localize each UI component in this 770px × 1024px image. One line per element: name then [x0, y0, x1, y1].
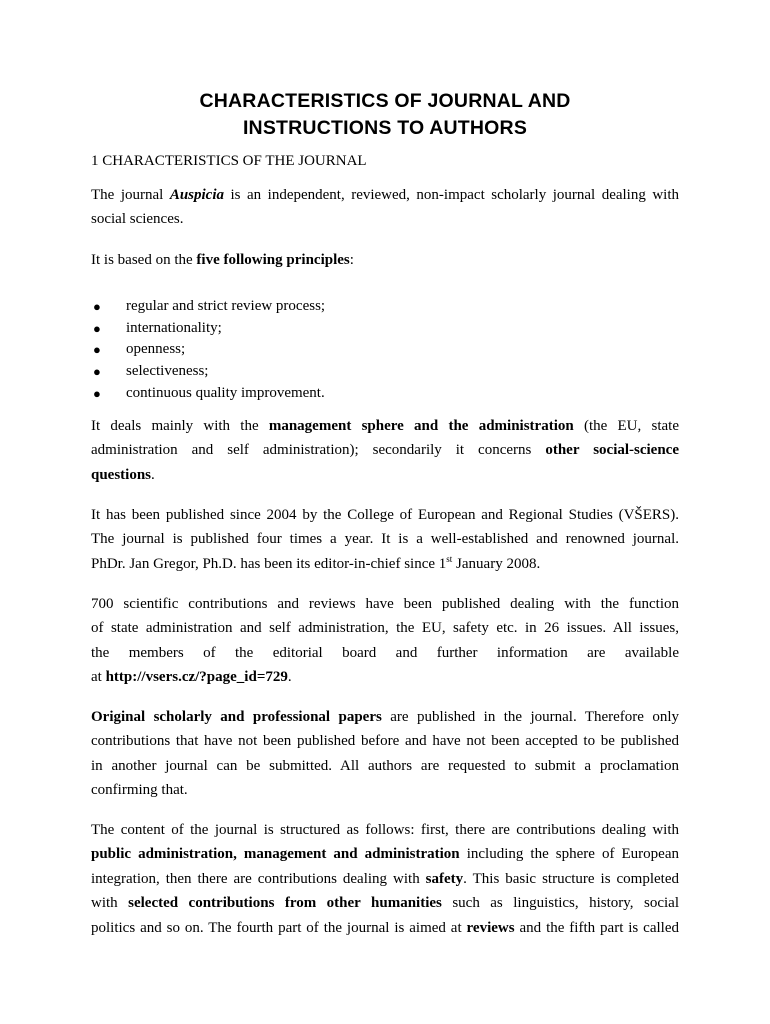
- text-run: It deals mainly with the: [91, 418, 269, 434]
- text-run: integration, then there are contributions dealing with: [91, 870, 426, 887]
- paragraph-scope: [91, 414, 679, 487]
- text-run: .: [287, 669, 292, 686]
- text-run: at: [91, 669, 106, 686]
- website-link[interactable]: http://vsers.cz/?page_id=729: [105, 669, 288, 686]
- list-item-text: openness;: [126, 341, 186, 358]
- paragraph-line: 700 scientific contributions and reviews have been published dealing with the function: [91, 596, 679, 612]
- list-item: [91, 296, 679, 318]
- paragraph-line: contributions that have not been published before and have not been accepted to be published: [91, 733, 679, 750]
- paragraph-line: It has been published since 2004 by the College of European and Regional Studies (VŠERS).: [91, 507, 679, 523]
- list-item: [91, 318, 679, 340]
- bullet-icon: ●: [93, 342, 101, 358]
- paragraph-line: [91, 842, 679, 866]
- bold-run: reviews: [466, 919, 515, 936]
- journal-name: Auspicia: [169, 187, 224, 203]
- bullet-icon: ●: [93, 364, 101, 380]
- paragraph-line: [91, 552, 679, 576]
- paragraph-line: [91, 183, 679, 207]
- text-run: such as linguistics, history, social: [441, 895, 679, 912]
- text-run: January 2008.: [452, 555, 541, 572]
- paragraph-original-papers: [91, 705, 679, 803]
- superscript: st: [446, 553, 453, 564]
- paragraph-line: [91, 867, 679, 891]
- paragraph-contributions: [91, 592, 679, 690]
- paragraph-line: The journal is published four times a year. It is a well-established and renowned journal.: [91, 531, 679, 548]
- paragraph-history: [91, 503, 679, 576]
- bold-run: selected contributions from other humanities: [128, 895, 442, 912]
- paragraph-journal-intro: [91, 183, 679, 232]
- list-item: [91, 383, 679, 405]
- document-title-line-1: CHARACTERISTICS OF JOURNAL AND: [199, 90, 571, 112]
- text-run: and the fifth part is called: [514, 919, 679, 936]
- document-title-line-2: INSTRUCTIONS TO AUTHORS: [242, 117, 528, 139]
- section-heading: 1 CHARACTERISTICS OF THE JOURNAL: [91, 153, 367, 169]
- paragraph-line: the members of the editorial board and further information are available: [91, 644, 679, 661]
- bold-run: questions: [91, 466, 152, 483]
- paragraph-line: The content of the journal is structured as follows: first, there are contributions dealing with: [91, 822, 679, 838]
- list-item: [91, 339, 679, 361]
- text-run: :: [349, 252, 354, 268]
- bullet-icon: ●: [93, 320, 101, 336]
- bold-run: management sphere and the administration: [268, 418, 574, 434]
- text-run: politics and so on. The fourth part of the journal is aimed at: [91, 919, 467, 936]
- paragraph-principles-intro: [91, 248, 679, 272]
- paragraph-line: [91, 705, 679, 729]
- paragraph-line: [91, 916, 679, 940]
- bold-run: other social-science: [545, 442, 679, 459]
- list-item: [91, 361, 679, 383]
- paragraph-line: [91, 438, 679, 462]
- text-run: The journal: [91, 187, 170, 203]
- paragraph-line: [91, 665, 679, 689]
- principles-bold: five following principles: [196, 252, 350, 268]
- paragraph-line: [91, 463, 679, 487]
- list-item-text: continuous quality improvement.: [126, 384, 325, 401]
- paragraph-line: social sciences.: [91, 211, 184, 228]
- bullet-icon: ●: [93, 299, 101, 314]
- list-item-text: regular and strict review process;: [126, 298, 326, 314]
- paragraph-line: [91, 414, 679, 438]
- bold-run: public administration, management and administration: [91, 846, 460, 863]
- bullet-icon: ●: [93, 385, 101, 401]
- paragraph-line: in another journal can be submitted. All authors are requested to submit a proclamation: [91, 757, 679, 774]
- paragraph-line: of state administration and self administration, the EU, safety etc. in 26 issues. All issues,: [91, 620, 679, 637]
- text-run: administration and self administration); secondarily it concerns: [91, 442, 546, 459]
- bold-run: Original scholarly and professional papers: [91, 709, 382, 725]
- text-run: . This basic structure is completed: [463, 870, 679, 887]
- list-item-text: selectiveness;: [126, 363, 209, 380]
- paragraph-line: confirming that.: [91, 782, 188, 799]
- paragraph-structure: [91, 818, 679, 940]
- text-run: including the sphere of European: [459, 846, 679, 863]
- text-run: is an independent, reviewed, non-impact scholarly journal dealing with: [224, 187, 680, 203]
- text-run: .: [151, 466, 155, 483]
- list-item-text: internationality;: [126, 319, 222, 336]
- text-run: PhDr. Jan Gregor, Ph.D. has been its editor-in-chief since 1: [91, 555, 447, 572]
- principles-list: [91, 296, 679, 404]
- bold-run: safety: [425, 870, 464, 887]
- text-run: It is based on the: [91, 252, 197, 268]
- text-run: (the EU, state: [573, 418, 679, 434]
- text-run: are published in the journal. Therefore only: [381, 709, 679, 725]
- text-run: with: [91, 895, 129, 912]
- paragraph-line: [91, 891, 679, 915]
